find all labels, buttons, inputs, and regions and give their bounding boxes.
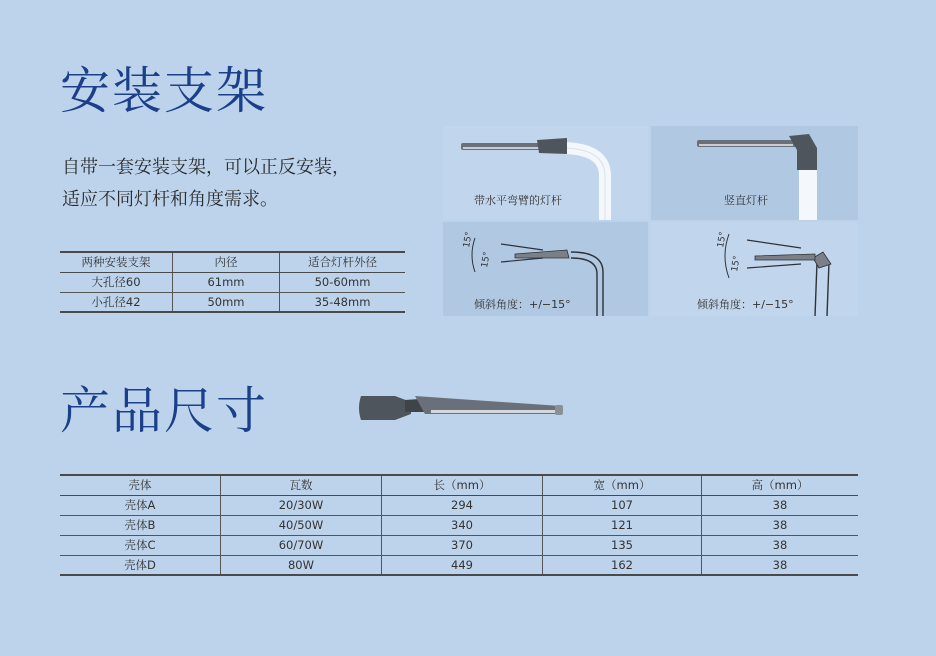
- table-cell: 121: [543, 515, 702, 535]
- table-header: 适合灯杆外径: [280, 252, 406, 272]
- table-cell: 40/50W: [221, 515, 382, 535]
- table-cell: 449: [382, 555, 543, 575]
- table-cell: 370: [382, 535, 543, 555]
- angle-label: 15°: [730, 255, 743, 273]
- table-row: [60, 495, 858, 515]
- luminaire-product-image: [355, 388, 570, 430]
- table-cell: 壳体B: [60, 515, 221, 535]
- table-cell: 大孔径60: [60, 272, 173, 292]
- angle-label: 15°: [480, 251, 493, 269]
- table-cell: 壳体A: [60, 495, 221, 515]
- table-row: [60, 292, 405, 312]
- table-cell: 135: [543, 535, 702, 555]
- table-cell: 38: [702, 555, 859, 575]
- table-cell: 20/30W: [221, 495, 382, 515]
- table-header-row: [60, 475, 858, 495]
- vertical-pole-diagram: [651, 126, 858, 220]
- table-row: [60, 555, 858, 575]
- table-header: 瓦数: [221, 475, 382, 495]
- table-cell: 35-48mm: [280, 292, 406, 312]
- tilt-angle-vertical-diagram: [651, 222, 858, 316]
- table-cell: 107: [543, 495, 702, 515]
- install-description: [62, 152, 350, 216]
- table-header: 内径: [173, 252, 280, 272]
- table-cell: 50mm: [173, 292, 280, 312]
- table-cell: 340: [382, 515, 543, 535]
- angle-label: 15°: [716, 231, 729, 249]
- table-header: 高（mm）: [702, 475, 859, 495]
- table-cell: 38: [702, 535, 859, 555]
- table-header: 宽（mm）: [543, 475, 702, 495]
- table-cell: 60/70W: [221, 535, 382, 555]
- table-cell: 38: [702, 515, 859, 535]
- table-cell: 294: [382, 495, 543, 515]
- table-header: 长（mm）: [382, 475, 543, 495]
- horizontal-arm-pole-diagram: [443, 126, 648, 220]
- angle-label: 15°: [462, 231, 475, 249]
- table-header: 两种安装支架: [60, 252, 173, 272]
- table-row: [60, 535, 858, 555]
- table-cell: 壳体C: [60, 535, 221, 555]
- tilt-angle-caption: 倾斜角度：+/−15°: [474, 298, 571, 311]
- vertical-pole-caption: 竖直灯杆: [724, 194, 768, 207]
- table-header-row: [60, 252, 405, 272]
- tilt-angle-caption: 倾斜角度：+/−15°: [697, 298, 794, 311]
- table-row: [60, 515, 858, 535]
- table-cell: 50-60mm: [280, 272, 406, 292]
- table-header: 壳体: [60, 475, 221, 495]
- table-row: [60, 272, 405, 292]
- product-size-table: [60, 474, 858, 576]
- table-cell: 壳体D: [60, 555, 221, 575]
- install-section-title: 安装支架: [60, 62, 268, 120]
- table-cell: 162: [543, 555, 702, 575]
- table-cell: 小孔径42: [60, 292, 173, 312]
- tilt-angle-arm-diagram: [443, 222, 648, 316]
- table-cell: 61mm: [173, 272, 280, 292]
- mount-spec-table: [60, 251, 405, 313]
- table-cell: 80W: [221, 555, 382, 575]
- install-desc-line-1: 自带一套安装支架，可以正反安装，: [62, 157, 350, 178]
- size-section-title: 产品尺寸: [60, 382, 268, 440]
- install-desc-line-2: 适应不同灯杆和角度需求。: [62, 189, 278, 210]
- table-cell: 38: [702, 495, 859, 515]
- horizontal-arm-caption: 带水平弯臂的灯杆: [474, 194, 562, 207]
